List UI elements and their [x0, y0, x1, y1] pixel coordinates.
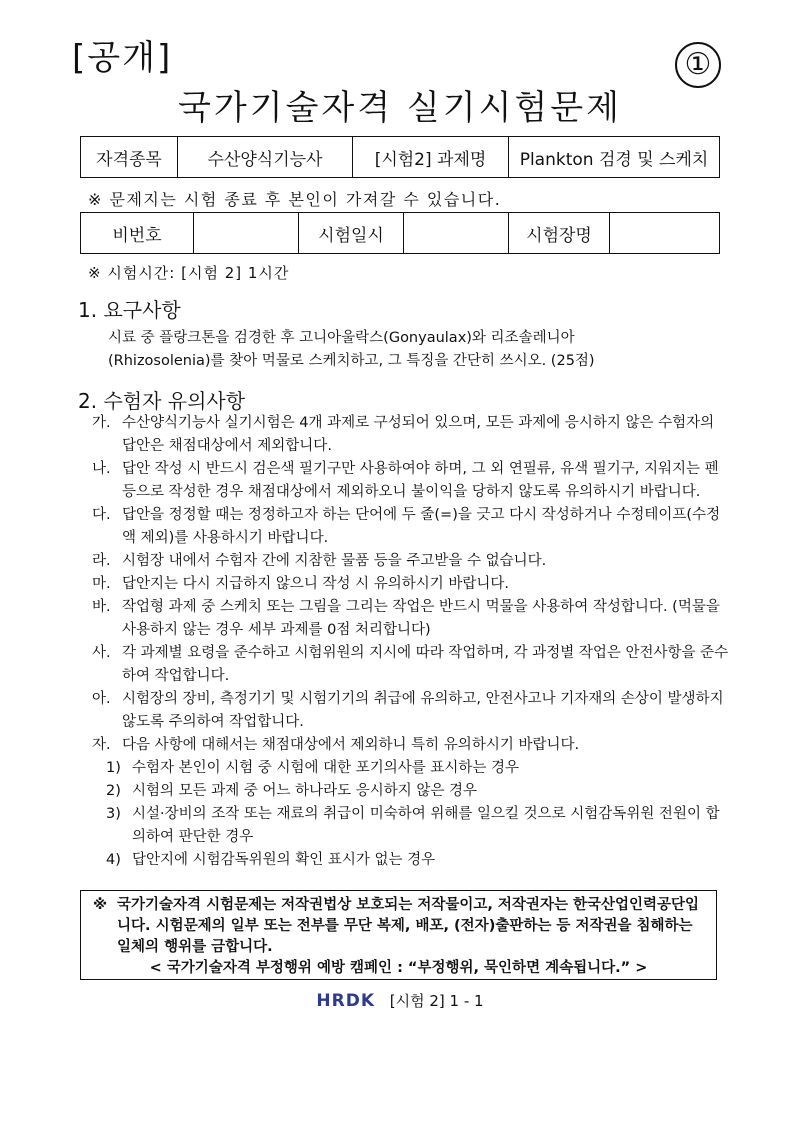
- exam-site-field[interactable]: [610, 213, 720, 254]
- footer: [0, 990, 800, 1011]
- cautions-list: [92, 412, 732, 872]
- requirements-heading: 1. 요구사항: [78, 298, 181, 322]
- sub-item: 2) 시험의 모든 과제 중 어느 하나라도 응시하지 않은 경우: [106, 783, 478, 799]
- campaign-text: < 국가기술자격 부정행위 예방 캠페인 : “부정행위, 묵인하면 계속됩니다.” >: [149, 960, 648, 976]
- requirements-text: [108, 327, 595, 373]
- exam-time: ※ 시험시간: [시험 2] 1시간: [88, 264, 290, 282]
- qualification-value: 수산양식기능사: [178, 137, 353, 178]
- list-item: 마. 답안지는 다시 지급하지 않으니 작성 시 유의하시기 바랍니다.: [92, 576, 510, 592]
- list-item: 자. 다음 사항에 대해서는 채점대상에서 제외하니 특히 유의하시기 바랍니다.: [92, 737, 580, 753]
- page-number-badge: ①: [675, 42, 721, 88]
- list-item: 나. 답안 작성 시 반드시 검은색 필기구만 사용하여야 하며, 그 외 연필류, 유색 필기구, 지워지는 펜 등으로 작성한 경우 채점대상에서 제외하오니 불이익을 당하지 않도록 유의하시기 바랍니다.: [92, 461, 719, 500]
- list-item: 다. 답안을 정정할 때는 정정하고자 하는 단어에 두 줄(=)을 긋고 다시 작성하거나 수정테이프(수정액 제외)를 사용하시기 바랍니다.: [92, 507, 721, 546]
- task-name-value: Plankton 검경 및 스케치: [509, 137, 720, 178]
- qualification-table: [80, 136, 720, 178]
- list-item: 라. 시험장 내에서 수험자 간에 지참한 물품 등을 주고받을 수 없습니다.: [92, 553, 547, 569]
- notice-mark: ※: [93, 897, 108, 913]
- cautions-heading: 2. 수험자 유의사항: [78, 389, 246, 413]
- page-indicator: [시험 2] 1 - 1: [389, 992, 484, 1010]
- list-item: 가. 수산양식기능사 실기시험은 4개 과제로 구성되어 있으며, 모든 과제에 응시하지 않은 수험자의 답안은 채점대상에서 제외합니다.: [92, 415, 715, 454]
- hrdk-logo: HRDK: [316, 991, 375, 1011]
- page-title: 국가기술자격 실기시험문제: [178, 88, 622, 128]
- copyright-notice: [80, 890, 717, 980]
- list-item: 아. 시험장의 장비, 측정기기 및 시험기기의 취급에 유의하고, 안전사고나 기자재의 손상이 발생하지 않도록 주의하여 작업합니다.: [92, 691, 724, 730]
- requirements-line: (Rhizosolenia)를 찾아 먹물로 스케치하고, 그 특징을 간단히 쓰시오. (25점): [108, 353, 595, 369]
- sub-item: 3) 시설·장비의 조작 또는 재료의 취급이 미숙하여 위해를 일으킬 것으로 시험감독위원 전원이 합의하여 판단한 경우: [106, 806, 720, 845]
- sub-item: 4) 답안지에 시험감독위원의 확인 표시가 없는 경우: [106, 852, 436, 868]
- task-name-label: [시험2] 과제명: [353, 137, 509, 178]
- sub-item: 1) 수험자 본인이 시험 중 시험에 대한 포기의사를 표시하는 경우: [106, 760, 520, 776]
- exam-date-label: 시험일시: [299, 213, 404, 254]
- list-item: 사. 각 과제별 요령을 준수하고 시험위원의 지시에 따라 작업하며, 각 과정별 작업은 안전사항을 준수하여 작업합니다.: [92, 645, 729, 684]
- seat-number-label: 비번호: [81, 213, 194, 254]
- qualification-label: 자격종목: [81, 137, 178, 178]
- take-home-notice: ※ 문제지는 시험 종료 후 본인이 가져갈 수 있습니다.: [88, 190, 502, 209]
- list-item: 바. 작업형 과제 중 스케치 또는 그림을 그리는 작업은 반드시 먹물을 사용하여 작성합니다. (먹물을 사용하지 않는 경우 세부 과제를 0점 처리합니다): [92, 599, 720, 638]
- public-tag: [공개]: [72, 38, 173, 78]
- requirements-line: 시료 중 플랑크톤을 검경한 후 고니아울락스(Gonyaulax)와 리조솔레니아: [108, 330, 575, 346]
- exam-site-label: 시험장명: [509, 213, 610, 254]
- exam-info-table: [80, 212, 720, 254]
- exam-date-field[interactable]: [404, 213, 509, 254]
- seat-number-field[interactable]: [194, 213, 299, 254]
- copyright-text: 국가기술자격 시험문제는 저작권법상 보호되는 저작물이고, 저작권자는 한국산업인력공단입니다. 시험문제의 일부 또는 전부를 무단 복제, 배포, (전자)출판하는 등 저작권을 침해하는 일체의 행위를 금합니다.: [117, 897, 700, 955]
